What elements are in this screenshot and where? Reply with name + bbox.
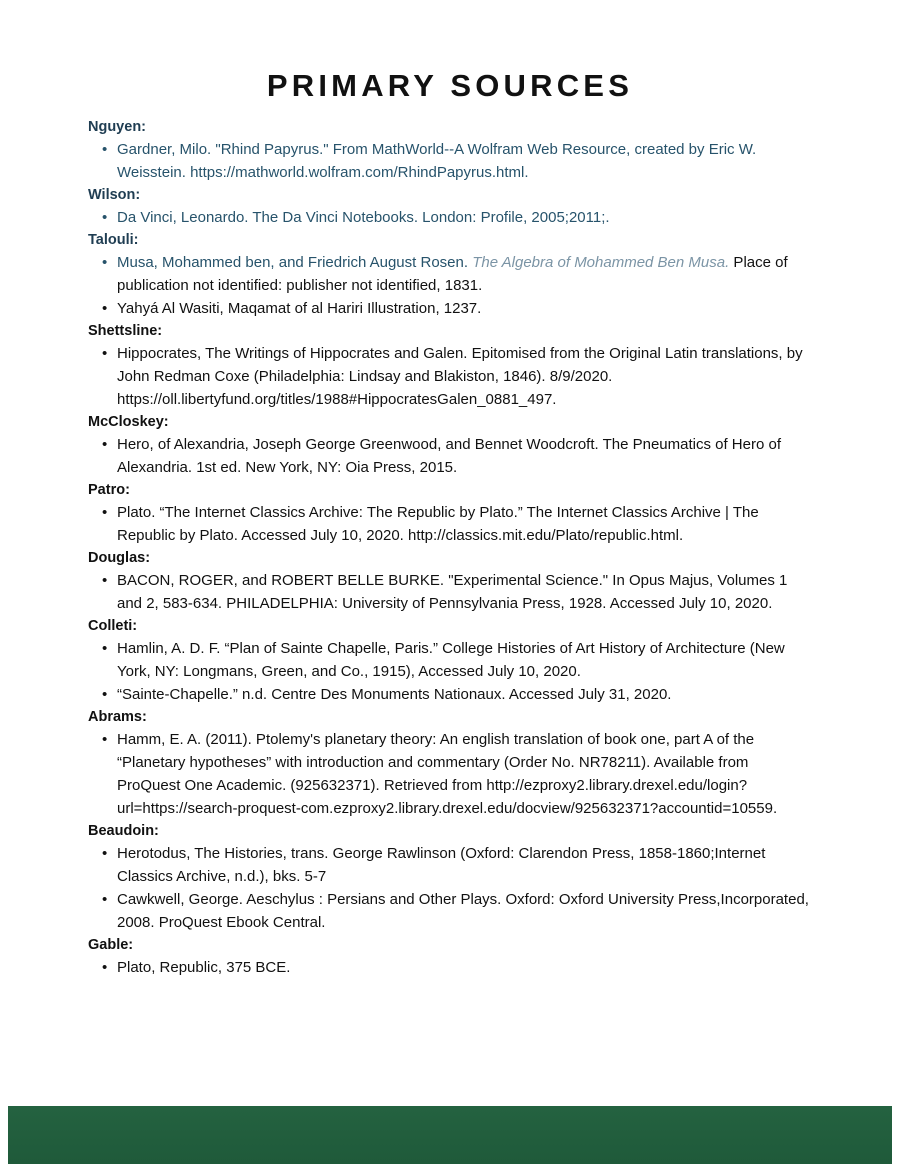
source-group	[88, 706, 812, 820]
footer-accent-bar	[8, 1106, 892, 1164]
citation-list	[88, 637, 812, 706]
source-group	[88, 184, 812, 229]
source-group	[88, 934, 812, 979]
citation-text-segment: Da Vinci, Leonardo. The Da Vinci Notebooks. London: Profile, 2005;2011;.	[117, 209, 610, 226]
citation-text-segment: Hamm, E. A. (2011). Ptolemy's planetary theory: An english translation of book one, part A of the “Planetary hypotheses” with introduction and commentary (Order No. NR78211). Available from ProQuest One Academic. (925632371). Retrieved from http://ezproxy2.library.drexel.edu/login?url=https://search-proquest-com.ezproxy2.library.drexel.edu/docview/925632371?accountid=10559.	[117, 731, 778, 817]
citation-list	[88, 206, 812, 229]
citation-list	[88, 433, 812, 479]
citation-list	[88, 342, 812, 411]
citation-item	[88, 501, 812, 547]
group-heading: Douglas:	[88, 550, 151, 566]
citation-list	[88, 138, 812, 184]
citation-item	[88, 251, 812, 297]
citation-list	[88, 728, 812, 820]
citation-item	[88, 569, 812, 615]
citation-item	[88, 138, 812, 184]
citation-text-segment: Gardner, Milo. "Rhind Papyrus." From MathWorld--A Wolfram Web Resource, created by Eric W. Weisstein. https://mathworld.wolfram.com/RhindPapyrus.html.	[117, 141, 757, 181]
citation-item	[88, 683, 812, 706]
citation-list	[88, 569, 812, 615]
source-group	[88, 411, 812, 479]
citation-list	[88, 956, 812, 979]
citation-item	[88, 888, 812, 934]
group-heading: Gable:	[88, 937, 134, 953]
citation-text-segment: “Sainte-Chapelle.” n.d. Centre Des Monuments Nationaux. Accessed July 31, 2020.	[117, 686, 672, 703]
citation-item	[88, 956, 812, 979]
group-heading: Nguyen:	[88, 119, 146, 135]
group-heading: Wilson:	[88, 187, 141, 203]
source-group	[88, 320, 812, 411]
citation-item	[88, 433, 812, 479]
source-group	[88, 229, 812, 320]
citation-text-segment: Plato, Republic, 375 BCE.	[117, 959, 291, 976]
citation-item	[88, 206, 812, 229]
source-group	[88, 547, 812, 615]
citation-item	[88, 728, 812, 820]
citation-text-segment: Hamlin, A. D. F. “Plan of Sainte Chapelle, Paris.” College Histories of Art History of Architecture (New York, NY: Longmans, Green, and Co., 1915), Accessed July 10, 2020.	[117, 640, 785, 680]
group-heading: Abrams:	[88, 709, 147, 725]
citation-item	[88, 342, 812, 411]
citation-list	[88, 251, 812, 320]
group-heading: Beaudoin:	[88, 823, 159, 839]
citation-text-segment: The Algebra of Mohammed Ben Musa.	[472, 254, 730, 271]
citation-text-segment: Herotodus, The Histories, trans. George Rawlinson (Oxford: Clarendon Press, 1858-1860;Internet Classics Archive, n.d.), bks. 5-7	[117, 845, 766, 885]
citation-text-segment: Hero, of Alexandria, Joseph George Greenwood, and Bennet Woodcroft. The Pneumatics of Hero of Alexandria. 1st ed. New York, NY: Oia Press, 2015.	[117, 436, 781, 476]
citation-text-segment: Musa, Mohammed ben, and Friedrich August Rosen.	[117, 254, 473, 271]
citation-list	[88, 842, 812, 934]
citation-text-segment: Yahyá Al Wasiti, Maqamat of al Hariri Illustration, 1237.	[117, 300, 482, 317]
group-heading: Shettsline:	[88, 323, 163, 339]
citation-text-segment: BACON, ROGER, and ROBERT BELLE BURKE. "Experimental Science." In Opus Majus, Volumes 1 and 2, 583-634. PHILADELPHIA: University of Pennsylvania Press, 1928. Accessed July 10, 2020.	[117, 572, 788, 612]
source-group	[88, 820, 812, 934]
group-heading: Talouli:	[88, 232, 139, 248]
page-title: PRIMARY SOURCES	[266, 67, 634, 103]
group-heading: Colleti:	[88, 618, 138, 634]
source-group	[88, 116, 812, 184]
citation-text-segment: Cawkwell, George. Aeschylus : Persians and Other Plays. Oxford: Oxford University Press,Incorporated, 2008. ProQuest Ebook Central.	[117, 891, 809, 931]
citation-text-segment: Place of publication not identified: publisher not identified, 1831.	[117, 254, 788, 294]
citation-item	[88, 637, 812, 683]
citation-item	[88, 842, 812, 888]
source-group	[88, 615, 812, 706]
citation-item	[88, 297, 812, 320]
citation-list	[88, 501, 812, 547]
source-group	[88, 479, 812, 547]
citation-text-segment: Plato. “The Internet Classics Archive: The Republic by Plato.” The Internet Classics Archive | The Republic by Plato. Accessed July 10, 2020. http://classics.mit.edu/Plato/republic.html.	[117, 504, 759, 544]
group-heading: Patro:	[88, 482, 130, 498]
bibliography-content	[88, 116, 812, 979]
citation-text-segment: Hippocrates, The Writings of Hippocrates and Galen. Epitomised from the Original Latin translations, by John Redman Coxe (Philadelphia: Lindsay and Blakiston, 1846). 8/9/2020. https://oll.libertyfund.org/titles/1988#HippocratesGalen_0881_497.	[117, 345, 803, 408]
group-heading: McCloskey:	[88, 414, 169, 430]
